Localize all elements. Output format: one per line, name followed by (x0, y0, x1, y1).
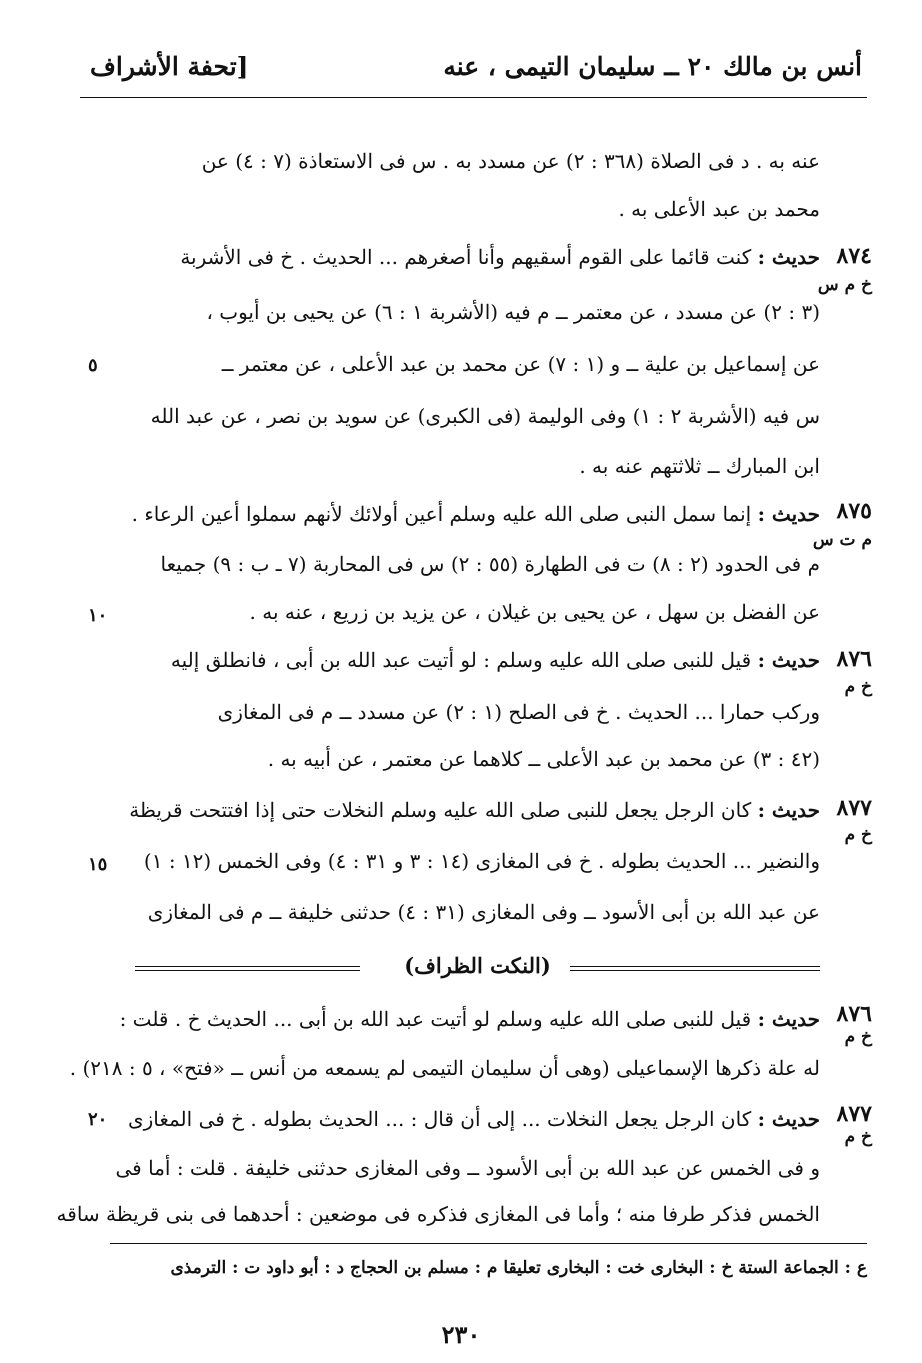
text-line: عن إسماعيل بن علية ــ و (١ : ٧) عن محمد بن عبد الأعلى ، عن معتمر ــ (221, 352, 820, 376)
text-line (118, 1004, 820, 1036)
footer-rule (110, 1243, 867, 1244)
text-line: (٣ : ٢) عن مسدد ، عن معتمر ــ م فيه (الأشربة ١ : ٦) عن يحيى بن أيوب ، (206, 300, 820, 324)
page-number: ٢٣٠ (441, 1320, 481, 1349)
line-text: كنت قائما على القوم أسقيهم وأنا أصغرهم ... الحديث . خ فى الأشربة (180, 245, 752, 269)
text-line: له علة ذكرها الإسماعيلى (وهى أن سليمان التيمى لم يسمعه من أنس ــ «فتح» ، ٥ : ٢١٨) . (69, 1056, 820, 1080)
text-line (118, 499, 820, 531)
entry-sigla: خ م س (817, 275, 872, 295)
entry-sigla: خ م (844, 1027, 872, 1047)
line-number: ٥ (88, 355, 98, 376)
line-number: ١٠ (88, 605, 108, 626)
section-divider (135, 955, 820, 979)
text-line: عنه به . د فى الصلاة (٣٦٨ : ٢) عن مسدد به . س فى الاستعاذة (٧ : ٤) عن (201, 149, 820, 173)
text-line (118, 242, 820, 274)
header-rule (80, 97, 867, 98)
hadith-label: حديث : (757, 245, 820, 269)
text-line (118, 795, 820, 827)
text-line: و فى الخمس عن عبد الله بن أبى الأسود ــ وفى المغازى حدثنى خليفة . قلت : أما فى (115, 1156, 820, 1180)
running-header (90, 42, 862, 90)
abbreviations-footer: ع : الجماعة الستة خ : البخارى خت : البخارى تعليقا م : مسلم بن الحجاج د : أبو داود ت : الترمذى (170, 1258, 867, 1278)
line-text: كان الرجل يجعل النخلات ... إلى أن قال : ... الحديث بطوله . خ فى المغازى (127, 1107, 752, 1131)
entry-sigla: خ م (844, 677, 872, 697)
entry-sigla: خ م (844, 825, 872, 845)
text-line: ابن المبارك ــ ثلاثتهم عنه به . (579, 454, 820, 478)
entry-number: ٨٧٦ (836, 1001, 872, 1027)
entry-number: ٨٧٤ (836, 243, 872, 269)
header-title-right: أنس بن مالك ٢٠ ــ سليمان التيمى ، عنه (443, 52, 862, 81)
entry-number: ٨٧٧ (836, 795, 872, 821)
text-line: عن عبد الله بن أبى الأسود ــ وفى المغازى (٣١ : ٤) حدثنى خليفة ــ م فى المغازى (147, 900, 820, 924)
hadith-label: حديث : (757, 1107, 820, 1131)
text-line: م فى الحدود (٢ : ٨) ت فى الطهارة (٥٥ : ٢) س فى المحاربة (٧ ـ ب : ٩) جميعا (160, 552, 820, 576)
text-line: (٤٢ : ٣) عن محمد بن عبد الأعلى ــ كلاهما عن معتمر ، عن أبيه به . (267, 747, 820, 771)
text-line: والنضير ... الحديث بطوله . خ فى المغازى (١٤ : ٣ و ٣١ : ٤) وفى الخمس (١٢ : ١) (143, 849, 820, 873)
hadith-label: حديث : (757, 1007, 820, 1031)
line-number: ٢٠ (88, 1109, 108, 1130)
text-line: الخمس فذكر طرفا منه ؛ وأما فى المغازى فذكره فى موضعين : أحدهما فى بنى قريظة ساقه (56, 1202, 820, 1226)
entry-sigla: خ م (844, 1127, 872, 1147)
section-title: (النكت الظراف) (404, 953, 551, 978)
entry-sigla: م ت س (812, 530, 872, 550)
entry-number: ٨٧٥ (836, 498, 872, 524)
line-text: قيل للنبى صلى الله عليه وسلم : لو أتيت عبد الله بن أبى ، فانطلق إليه (170, 648, 752, 672)
entry-number: ٨٧٧ (836, 1101, 872, 1127)
line-number: ١٥ (88, 854, 108, 875)
text-line: عن الفضل بن سهل ، عن يحيى بن غيلان ، عن يزيد بن زريع ، عنه به . (249, 600, 820, 624)
hadith-label: حديث : (757, 798, 820, 822)
line-text: كان الرجل يجعل للنبى صلى الله عليه وسلم النخلات حتى إذا افتتحت قريظة (129, 798, 752, 822)
header-title-left: [تحفة الأشراف (90, 52, 249, 81)
line-text: قيل للنبى صلى الله عليه وسلم لو أتيت عبد الله بن أبى ... الحديث خ . قلت : (119, 1007, 752, 1031)
text-line: وركب حمارا ... الحديث . خ فى الصلح (١ : ٢) عن مسدد ــ م فى المغازى (217, 700, 820, 724)
hadith-label: حديث : (757, 502, 820, 526)
entry-number: ٨٧٦ (836, 646, 872, 672)
text-line (118, 1104, 820, 1136)
line-text: إنما سمل النبى صلى الله عليه وسلم أعين أولائك لأنهم سملوا أعين الرعاء . (131, 502, 752, 526)
text-line (118, 645, 820, 677)
text-line: س فيه (الأشربة ٢ : ١) وفى الوليمة (فى الكبرى) عن سويد بن نصر ، عن عبد الله (150, 404, 820, 428)
hadith-label: حديث : (757, 648, 820, 672)
text-line: محمد بن عبد الأعلى به . (618, 197, 820, 221)
